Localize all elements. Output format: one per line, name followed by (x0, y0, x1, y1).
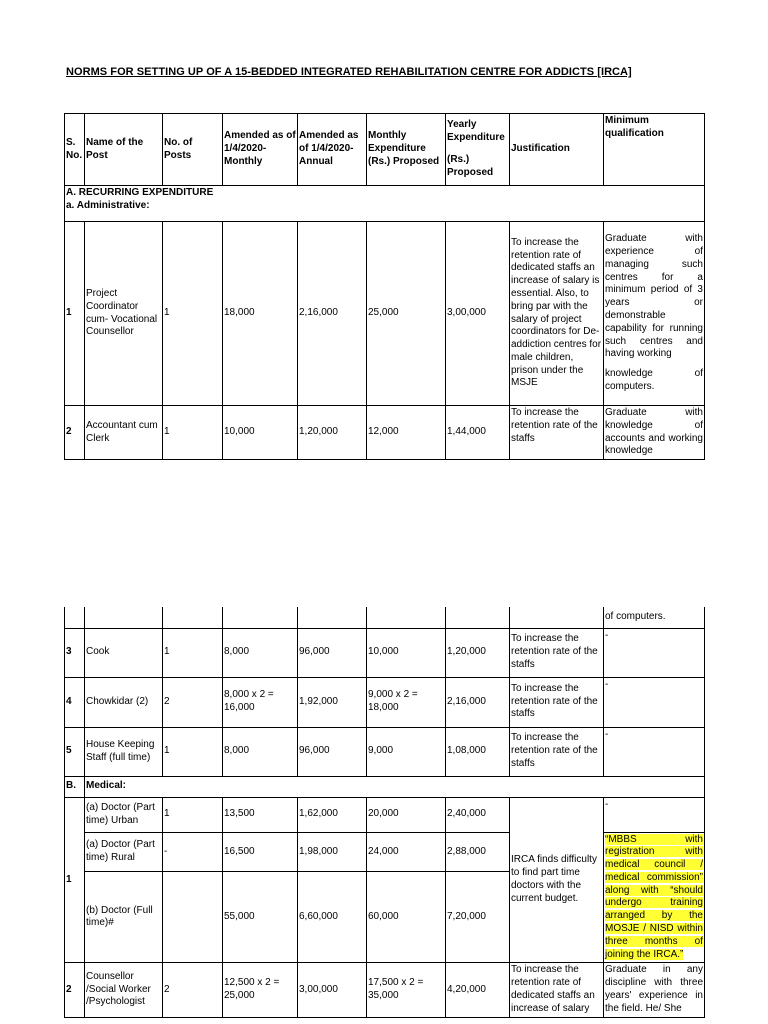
table-row (65, 797, 705, 832)
section-b-row (65, 776, 705, 797)
row-yearly-proposed: 3,00,000 (446, 222, 510, 406)
row-amended-monthly: 8,000 x 2 = 16,000 (223, 677, 298, 727)
section-b-title: Medical: (85, 776, 705, 797)
section-a-row (65, 186, 705, 222)
row-post: Cook (85, 628, 163, 677)
row-amended-monthly: 8,000 (223, 727, 298, 776)
row-monthly-proposed: 9,000 (367, 727, 446, 776)
row-monthly-proposed: 20,000 (367, 797, 446, 832)
section-b-number: B. (65, 776, 85, 797)
col-sno-header: S. No. (65, 114, 85, 186)
row-posts: 1 (163, 222, 223, 406)
table-row (65, 222, 705, 406)
table-row (65, 677, 705, 727)
qualification-part2: knowledge of computers. (605, 368, 703, 392)
row-sno: 1 (65, 797, 85, 963)
row-amended-annual: 1,62,000 (298, 797, 367, 832)
row-yearly-proposed: 1,20,000 (446, 628, 510, 677)
row-posts: 1 (163, 797, 223, 832)
row-amended-monthly: 18,000 (223, 222, 298, 406)
row-qualification: - (604, 677, 705, 727)
norms-table-part1 (64, 113, 705, 460)
row-amended-monthly: 55,000 (223, 872, 298, 963)
col-amended-monthly-header: Amended as of 1/4/2020- Monthly (223, 114, 298, 186)
row-yearly-proposed: 7,20,000 (446, 872, 510, 963)
row-sno: 3 (65, 628, 85, 677)
row-posts: 1 (163, 406, 223, 460)
row-monthly-proposed: 10,000 (367, 628, 446, 677)
col-qualification-header: Minimum qualification (604, 114, 705, 186)
row-amended-monthly: 10,000 (223, 406, 298, 460)
row-monthly-proposed: 9,000 x 2 = 18,000 (367, 677, 446, 727)
table-row (65, 628, 705, 677)
row-sno: 5 (65, 727, 85, 776)
row-qualification: Graduate in any discipline with three years' experience in the field. He/ She (604, 963, 705, 1017)
row-yearly-proposed: 2,16,000 (446, 677, 510, 727)
section-a-title: A. RECURRING EXPENDITURE (66, 187, 214, 198)
row-monthly-proposed: 17,500 x 2 = 35,000 (367, 963, 446, 1017)
row-qualification-continued: of computers. (604, 607, 705, 628)
row-post: (a) Doctor (Part time) Rural (85, 832, 163, 872)
row-amended-monthly: 8,000 (223, 628, 298, 677)
col-monthly-proposed-header: Monthly Expenditure (Rs.) Proposed (367, 114, 446, 186)
row-post: (a) Doctor (Part time) Urban (85, 797, 163, 832)
row-posts: 1 (163, 727, 223, 776)
table-row (65, 963, 705, 1017)
row-amended-annual: 1,20,000 (298, 406, 367, 460)
document-title: NORMS FOR SETTING UP OF A 15-BEDDED INTEGRATED REHABILITATION CENTRE FOR ADDICTS [IRCA] (66, 66, 632, 78)
row-post: Accountant cum Clerk (85, 406, 163, 460)
medical-qualification (604, 832, 705, 963)
row-amended-annual: 2,16,000 (298, 222, 367, 406)
header-row (65, 114, 705, 186)
col-post-header: Name of the Post (85, 114, 163, 186)
row-posts: 1 (163, 628, 223, 677)
row-justification: To increase the retention rate of the staffs (510, 727, 604, 776)
row-justification: To increase the retention rate of dedicated staffs an increase of salary (510, 963, 604, 1017)
norms-table-part2 (64, 607, 705, 1018)
row-sno: 1 (65, 222, 85, 406)
medical-justification: IRCA finds difficulty to find part time doctors with the current budget. (510, 797, 604, 963)
row-amended-annual: 6,60,000 (298, 872, 367, 963)
row-justification: To increase the retention rate of the staffs (510, 406, 604, 460)
row-qualification: - (604, 727, 705, 776)
row-sno: 2 (65, 406, 85, 460)
row-sno: 2 (65, 963, 85, 1017)
row-qualification: Graduate with knowledge of accounts and working knowledge (604, 406, 705, 460)
row-monthly-proposed: 12,000 (367, 406, 446, 460)
row-justification: To increase the retention rate of the staffs (510, 628, 604, 677)
row-post: Chowkidar (2) (85, 677, 163, 727)
col-amended-annual-header: Amended as of 1/4/2020- Annual (298, 114, 367, 186)
row-post: (b) Doctor (Full time)# (85, 872, 163, 963)
row-amended-annual: 1,98,000 (298, 832, 367, 872)
yearly-header-line2: (Rs.) Proposed (447, 154, 494, 178)
row-monthly-proposed: 60,000 (367, 872, 446, 963)
row-posts: - (163, 832, 223, 872)
row-post: Counsellor /Social Worker /Psychologist (85, 963, 163, 1017)
row-justification: To increase the retention rate of the staffs (510, 677, 604, 727)
table-row (65, 727, 705, 776)
table-row (65, 832, 705, 872)
row-posts: 2 (163, 677, 223, 727)
row-monthly-proposed: 25,000 (367, 222, 446, 406)
row-amended-monthly: 12,500 x 2 = 25,000 (223, 963, 298, 1017)
col-posts-header: No. of Posts (163, 114, 223, 186)
yearly-header-line1: Yearly Expenditure (447, 119, 505, 144)
continued-row (65, 607, 705, 628)
row-qualification: - (604, 797, 705, 832)
row-post: Project Coordinator cum- Vocational Counsellor (85, 222, 163, 406)
row-amended-annual: 96,000 (298, 628, 367, 677)
highlighted-qualification: “MBBS with registration with medical council / medical commission” along with “should undergo training arranged by the MOSJE / NISD within three months of joining the IRCA.” (605, 833, 703, 960)
row-justification: To increase the retention rate of dedicated staffs an increase of salary is essential. Also, to bring par with the salary of project coordinators for De-addiction centres for male children, prison under the MSJE (510, 222, 604, 406)
row-posts: 2 (163, 963, 223, 1017)
row-amended-monthly: 13,500 (223, 797, 298, 832)
row-amended-monthly: 16,500 (223, 832, 298, 872)
row-yearly-proposed: 4,20,000 (446, 963, 510, 1017)
row-post: House Keeping Staff (full time) (85, 727, 163, 776)
qualification-part1: Graduate with experience of managing such centres for a minimum period of 3 years or demonstrable capability for running such centres and having working (605, 233, 703, 360)
row-yearly-proposed: 1,44,000 (446, 406, 510, 460)
row-amended-annual: 3,00,000 (298, 963, 367, 1017)
row-sno: 4 (65, 677, 85, 727)
row-amended-annual: 96,000 (298, 727, 367, 776)
row-amended-annual: 1,92,000 (298, 677, 367, 727)
row-yearly-proposed: 1,08,000 (446, 727, 510, 776)
row-yearly-proposed: 2,88,000 (446, 832, 510, 872)
col-yearly-proposed-header (446, 114, 510, 186)
row-monthly-proposed: 24,000 (367, 832, 446, 872)
section-a-subtitle: a. Administrative: (66, 199, 150, 211)
table-row (65, 406, 705, 460)
row-qualification: - (604, 628, 705, 677)
row-qualification (604, 222, 705, 406)
col-justification-header: Justification (510, 114, 604, 186)
row-yearly-proposed: 2,40,000 (446, 797, 510, 832)
